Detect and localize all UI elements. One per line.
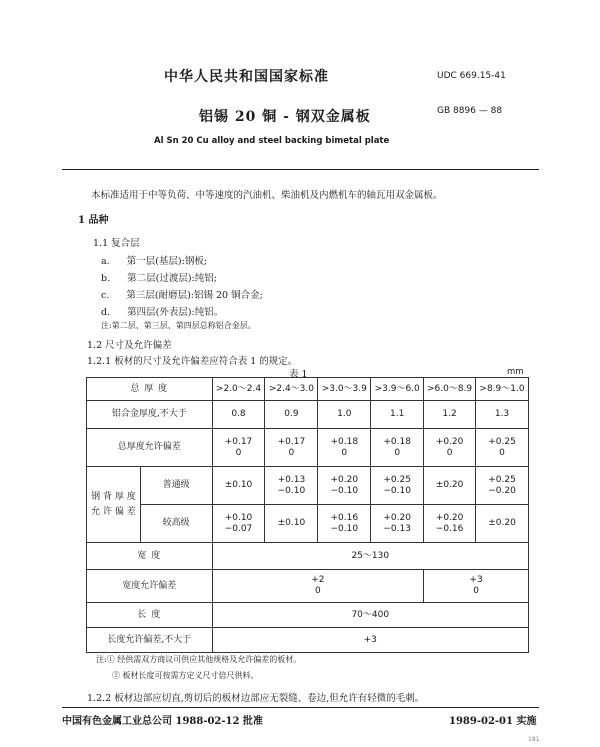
list-item: b. 第二层(过渡层):纯铝; [101,273,217,284]
standard-org-title: 中华人民共和国国家标准 [164,69,329,85]
udc-code: UDC 669.15-41 [437,71,506,81]
table-cell: +0.16 −0.10 [318,505,371,543]
table-cell: ±0.10 [265,505,318,543]
grade-normal-label: 普通级 [140,467,212,505]
table-cell: ±0.10 [212,467,265,505]
section-1-heading: 1 品种 [78,215,109,226]
table-1 [86,377,529,653]
total-thickness-header: 总 厚 度 [87,378,213,401]
section-1-2-heading: 1.2 尺寸及允许偏差 [87,340,172,351]
table-cell: 0.8 [212,401,265,429]
thickness-col: >2.0～2.4 [212,378,265,401]
table-unit: mm [507,367,524,377]
english-title: Al Sn 20 Cu alloy and steel backing bimetal plate [154,136,390,146]
footer-rule [62,707,539,708]
table-cell: +0.17 0 [212,429,265,467]
layer-note: 注:第二层、第三层、第四层总称铝合金层。 [101,321,256,330]
width-tolerance-label: 宽度允许偏差 [87,570,213,603]
table-cell: +0.20 0 [424,429,476,467]
table-cell: +0.20 −0.10 [318,467,371,505]
table-cell: +0.13 −0.10 [265,467,318,505]
width-label: 宽 度 [87,543,213,570]
table-cell: +0.18 0 [318,429,371,467]
table-cell: 1.3 [476,401,529,429]
list-item: c. 第三层(耐磨层):铝锡 20 铜合金; [101,290,263,301]
table-caption: 表 1 [289,369,308,380]
approval-line: 中国有色金属工业总公司 1988-02-12 批准 [62,716,263,727]
list-item: d. 第四层(外表层):纯铝。 [101,307,224,318]
table-cell: +0.20 −0.13 [371,505,424,543]
list-item: a. 第一层(基层):钢板; [101,256,208,267]
table-cell: 0.9 [265,401,318,429]
table-cell: 1.1 [371,401,424,429]
alloy-thickness-label: 铝合金厚度,不大于 [87,401,213,429]
length-value: 70～400 [212,603,528,628]
thickness-col: >3.9～6.0 [371,378,424,401]
table-cell: +0.25 −0.20 [476,467,529,505]
width-tolerance-left: +2 0 [212,570,424,603]
section-1-1-heading: 1.1 复合层 [93,238,140,249]
document-title: 铝锡 20 铜 - 钢双金属板 [199,109,371,125]
width-tolerance-right: +3 0 [424,570,529,603]
total-tolerance-label: 总厚度允许偏差 [87,429,213,467]
page-number: 181 [528,736,540,743]
table-cell: +0.18 0 [371,429,424,467]
section-1-2-2-text: 1.2.2 板材边部应切直,剪切后的板材边部应无裂缝、卷边,但允许有轻微的毛刺。 [87,693,425,704]
table-cell: ±0.20 [424,467,476,505]
header-rule [62,169,539,170]
table-cell: +0.17 0 [265,429,318,467]
table-cell: 1.0 [318,401,371,429]
length-tolerance-label: 长度允许偏差,不大于 [87,628,213,653]
steel-tolerance-label: 钢 背 厚 度 允 许 偏 差 [87,467,141,543]
table-cell: ±0.20 [476,505,529,543]
table-cell: +0.25 −0.10 [371,467,424,505]
table-cell: +0.25 0 [476,429,529,467]
grade-high-label: 较高级 [140,505,212,543]
width-value: 25～130 [212,543,528,570]
table-note-2: ② 板材长度可按需方定义尺寸倍尺供料。 [112,671,259,680]
thickness-col: >6.0～8.9 [424,378,476,401]
length-tolerance-value: +3 [212,628,528,653]
length-label: 长 度 [87,603,213,628]
thickness-col: >8.9～1.0 [476,378,529,401]
thickness-col: >3.0～3.9 [318,378,371,401]
table-cell: 1.2 [424,401,476,429]
scope-paragraph: 本标准适用于中等负荷、中等速度的汽油机、柴油机及内燃机车的轴瓦用双金属板。 [91,190,443,201]
thickness-col: >2.4～3.0 [265,378,318,401]
gb-number: GB 8896 — 88 [437,106,503,116]
implementation-date: 1989-02-01 实施 [449,716,537,727]
table-cell: +0.10 −0.07 [212,505,265,543]
section-1-2-1-text: 1.2.1 板材的尺寸及允许偏差应符合表 1 的规定。 [87,356,298,367]
table-note-1: 注:① 经供需双方商议可供应其他规格及允许偏差的板材。 [96,655,302,664]
table-cell: +0.20 −0.16 [424,505,476,543]
